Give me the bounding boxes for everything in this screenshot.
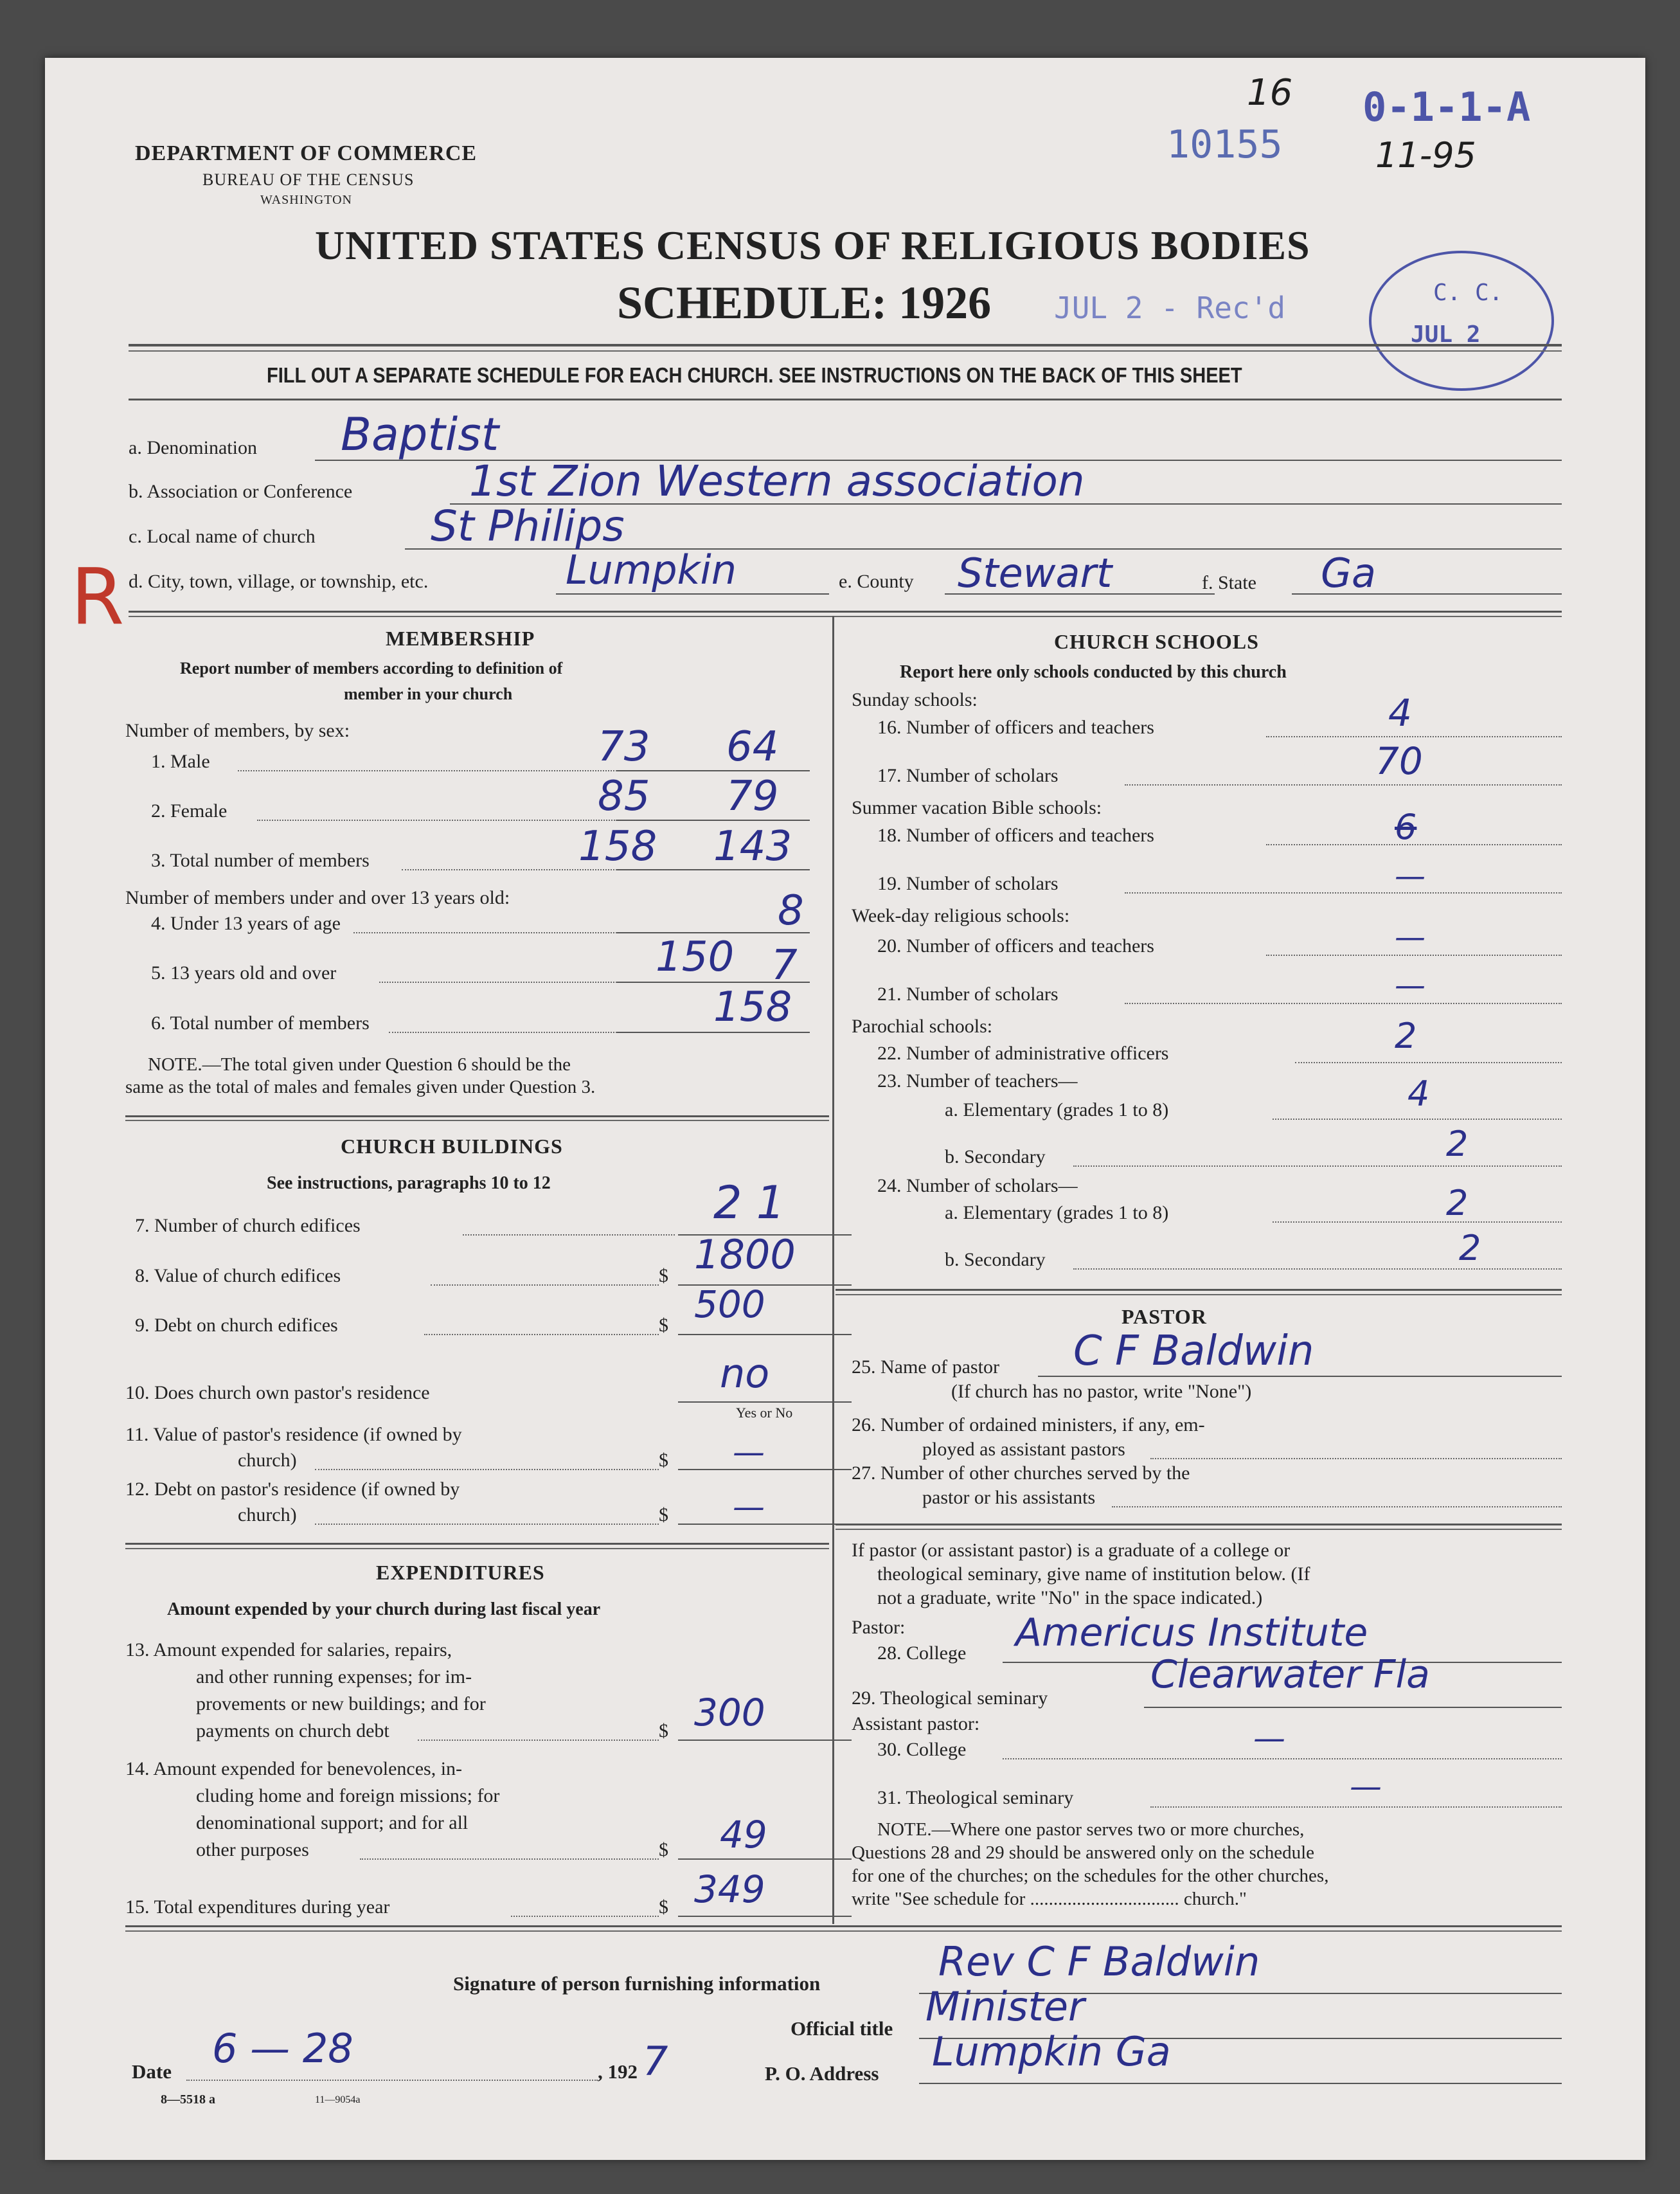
q12-label-2: church): [238, 1504, 297, 1525]
q2-label: 2. Female: [151, 800, 228, 822]
q16-label: 16. Number of officers and teachers: [877, 717, 1154, 738]
q15-total-expenditures[interactable]: 349: [694, 1867, 765, 1911]
q22-label: 22. Number of administrative officers: [877, 1043, 1169, 1064]
q18-label: 18. Number of officers and teachers: [877, 825, 1154, 846]
q20-label: 20. Number of officers and teachers: [877, 935, 1154, 957]
q3-label: 3. Total number of members: [151, 850, 370, 871]
pastor-note-2: Questions 28 and 29 should be answered only on the schedule: [852, 1842, 1315, 1863]
q27-label-2: pastor or his assistants: [922, 1487, 1096, 1508]
city-field[interactable]: Lumpkin: [566, 546, 737, 593]
q2-female-count-corrected[interactable]: 79: [726, 773, 779, 820]
reference-number: 11-95: [1375, 135, 1476, 175]
summer-schools-label: Summer vacation Bible schools:: [852, 797, 1102, 818]
q23b-label: b. Secondary: [945, 1146, 1046, 1167]
sunday-schools-label: Sunday schools:: [852, 689, 978, 710]
q5-13-and-over[interactable]: 150: [656, 933, 735, 981]
cc-stamp-date: JUL 2: [1411, 321, 1481, 348]
expenditures-heading: EXPENDITURES: [376, 1561, 545, 1584]
schools-heading: CHURCH SCHOOLS: [1054, 630, 1259, 653]
membership-note-2: same as the total of males and females given under Question 3.: [125, 1077, 596, 1097]
q29-pastor-seminary[interactable]: Clearwater Fla: [1150, 1652, 1430, 1697]
membership-heading: MEMBERSHIP: [386, 627, 535, 650]
q14-label-4: other purposes: [196, 1839, 309, 1860]
membership-note-1: NOTE.—The total given under Question 6 should be the: [148, 1054, 571, 1075]
po-address-field[interactable]: Lumpkin Ga: [932, 2028, 1171, 2075]
pastor-heading: PASTOR: [1121, 1305, 1207, 1328]
separate-schedule-instruction: FILL OUT A SEPARATE SCHEDULE FOR EACH CHURCH. SEE INSTRUCTIONS ON THE BACK OF THIS SHEET: [267, 363, 1242, 387]
q24-label: 24. Number of scholars—: [877, 1175, 1078, 1196]
q9-dollar: $: [659, 1315, 668, 1336]
age-groups-label: Number of members under and over 13 years old:: [125, 887, 510, 908]
q13-label-1: 13. Amount expended for salaries, repairs,: [125, 1639, 452, 1660]
q5-label: 5. 13 years old and over: [151, 962, 337, 984]
q28-label: 28. College: [877, 1642, 967, 1664]
q13-running-expenses[interactable]: 300: [694, 1691, 765, 1734]
q12-residence-debt[interactable]: —: [733, 1488, 765, 1525]
q24a-label: a. Elementary (grades 1 to 8): [945, 1202, 1169, 1223]
q26-label-1: 26. Number of ordained ministers, if any, em-: [852, 1414, 1205, 1435]
q19-summer-scholars[interactable]: —: [1395, 858, 1425, 894]
q22-admin-officers[interactable]: 2: [1395, 1016, 1417, 1056]
state-label: f. State: [1202, 572, 1256, 593]
q14-label-3: denominational support; and for all: [196, 1812, 469, 1833]
cc-received-stamp: [1369, 251, 1554, 391]
q30-asst-college[interactable]: —: [1253, 1720, 1285, 1757]
state-field[interactable]: Ga: [1321, 550, 1377, 597]
association-field[interactable]: 1st Zion Western association: [469, 456, 1085, 506]
local-name-field[interactable]: St Philips: [431, 501, 625, 551]
buildings-subheading: See instructions, paragraphs 10 to 12: [267, 1173, 551, 1193]
official-title-label: Official title: [791, 2017, 893, 2040]
q12-label-1: 12. Debt on pastor's residence (if owned by: [125, 1479, 460, 1500]
q4-label: 4. Under 13 years of age: [151, 913, 341, 934]
q23-label: 23. Number of teachers—: [877, 1070, 1078, 1092]
margin-mark: R: [71, 553, 125, 642]
received-date-stamp: JUL 2 - Rec'd: [1054, 291, 1286, 325]
po-address-label: P. O. Address: [765, 2062, 879, 2085]
q12-dollar: $: [659, 1504, 668, 1525]
bureau-name: BUREAU OF THE CENSUS: [202, 170, 415, 189]
q9-label: 9. Debt on church edifices: [135, 1315, 338, 1336]
parochial-schools-label: Parochial schools:: [852, 1016, 993, 1037]
q23a-label: a. Elementary (grades 1 to 8): [945, 1099, 1169, 1120]
q24b-label: b. Secondary: [945, 1249, 1046, 1270]
q19-label: 19. Number of scholars: [877, 873, 1059, 894]
q16-sunday-teachers[interactable]: 4: [1388, 691, 1412, 735]
q21-label: 21. Number of scholars: [877, 984, 1059, 1005]
q11-dollar: $: [659, 1450, 668, 1471]
expenditures-subheading: Amount expended by your church during last fiscal year: [167, 1599, 601, 1619]
q7-label: 7. Number of church edifices: [135, 1215, 361, 1236]
schedule-title: SCHEDULE: 1926: [617, 277, 992, 328]
q18-summer-teachers[interactable]: 6: [1395, 807, 1417, 847]
graduate-instructions-3: not a graduate, write "No" in the space indicated.): [877, 1587, 1263, 1608]
date-label: Date: [132, 2060, 172, 2083]
q13-label-4: payments on church debt: [196, 1720, 389, 1741]
local-name-label: c. Local name of church: [129, 526, 316, 547]
cc-stamp-label: C. C.: [1433, 280, 1503, 306]
q24a-elementary-scholars[interactable]: 2: [1446, 1183, 1469, 1223]
q8-label: 8. Value of church edifices: [135, 1265, 341, 1286]
stamp-number: 10155: [1166, 122, 1283, 167]
buildings-heading: CHURCH BUILDINGS: [341, 1135, 563, 1158]
page-title: UNITED STATES CENSUS OF RELIGIOUS BODIES: [315, 222, 1310, 268]
yes-no-hint: Yes or No: [736, 1405, 793, 1421]
q8-dollar: $: [659, 1265, 668, 1286]
graduate-instructions-2: theological seminary, give name of institution below. (If: [877, 1563, 1310, 1585]
pastor-note-4: write "See schedule for ................................ church.": [852, 1889, 1247, 1909]
q17-sunday-scholars[interactable]: 70: [1375, 739, 1423, 783]
signature-field[interactable]: Rev C F Baldwin: [938, 1938, 1260, 1985]
membership-subheading-2: member in your church: [344, 685, 513, 703]
q15-label: 15. Total expenditures during year: [125, 1896, 390, 1918]
denomination-label: a. Denomination: [129, 437, 257, 458]
pastor-note-3: for one of the churches; on the schedules for the other churches,: [852, 1866, 1329, 1886]
q5-corrected[interactable]: 7: [771, 942, 798, 989]
q3-total-members[interactable]: 158: [578, 823, 657, 870]
q14-label-2: cluding home and foreign missions; for: [196, 1785, 500, 1806]
q30-label: 30. College: [877, 1739, 967, 1760]
q28-pastor-college[interactable]: Americus Institute: [1015, 1610, 1368, 1655]
q11-label-1: 11. Value of pastor's residence (if owned by: [125, 1424, 462, 1445]
census-schedule-page: [45, 58, 1645, 2160]
city-label: d. City, town, village, or township, etc.: [129, 571, 429, 592]
schools-subheading: Report here only schools conducted by this church: [900, 662, 1287, 682]
q6-total-members[interactable]: 158: [713, 984, 792, 1031]
q10-label: 10. Does church own pastor's residence: [125, 1382, 430, 1403]
q25-pastor-name[interactable]: C F Baldwin: [1073, 1327, 1314, 1375]
q25-label: 25. Name of pastor: [852, 1356, 999, 1378]
q13-label-3: provements or new buildings; and for: [196, 1693, 486, 1714]
weekday-schools-label: Week-day religious schools:: [852, 905, 1070, 926]
q11-residence-value[interactable]: —: [733, 1434, 765, 1471]
q11-label-2: church): [238, 1450, 297, 1471]
year-prefix: , 192: [598, 2060, 638, 2083]
q2-female-count[interactable]: 85: [598, 773, 650, 820]
department-name: DEPARTMENT OF COMMERCE: [135, 141, 478, 165]
q25-note: (If church has no pastor, write "None"): [951, 1381, 1252, 1402]
q23a-elementary-teachers[interactable]: 4: [1407, 1074, 1430, 1114]
graduate-instructions-1: If pastor (or assistant pastor) is a graduate of a college or: [852, 1540, 1291, 1561]
q3-total-members-corrected[interactable]: 143: [713, 823, 792, 870]
official-title-field[interactable]: Minister: [925, 1983, 1085, 2030]
q10-owns-residence[interactable]: no: [720, 1350, 770, 1397]
association-label: b. Association or Conference: [129, 481, 353, 502]
year-field[interactable]: 7: [643, 2038, 668, 2085]
q29-label: 29. Theological seminary: [852, 1687, 1048, 1709]
q14-benevolences[interactable]: 49: [720, 1813, 767, 1857]
q13-label-2: and other running expenses; for im-: [196, 1666, 472, 1687]
top-number: 16: [1247, 72, 1293, 114]
q27-label-1: 27. Number of other churches served by the: [852, 1462, 1190, 1484]
washington-label: WASHINGTON: [260, 193, 352, 207]
signature-label: Signature of person furnishing information: [453, 1972, 821, 1995]
q14-dollar: $: [659, 1839, 668, 1860]
q1-label: 1. Male: [151, 751, 210, 772]
q6-label: 6. Total number of members: [151, 1012, 370, 1034]
q31-label: 31. Theological seminary: [877, 1787, 1074, 1808]
q4-under-13[interactable]: 8: [778, 887, 804, 935]
q9-edifices-debt[interactable]: 500: [694, 1282, 765, 1326]
pastor-subheading: Pastor:: [852, 1617, 906, 1638]
membership-subheading-1: Report number of members according to definition of: [180, 659, 563, 678]
q31-asst-seminary[interactable]: —: [1350, 1768, 1382, 1805]
pastor-note-1: NOTE.—Where one pastor serves two or more churches,: [877, 1819, 1305, 1840]
assistant-pastor-subheading: Assistant pastor:: [852, 1713, 980, 1734]
q1-male-count-corrected[interactable]: 64: [726, 723, 779, 771]
q1-male-count[interactable]: 73: [598, 723, 650, 771]
members-by-sex-label: Number of members, by sex:: [125, 720, 350, 741]
print-number: 11—9054a: [315, 2094, 361, 2105]
q15-dollar: $: [659, 1896, 668, 1918]
q26-label-2: ployed as assistant pastors: [922, 1439, 1125, 1460]
form-code-stamp: 0-1-1-A: [1363, 84, 1531, 130]
date-field[interactable]: 6 — 28: [212, 2025, 353, 2072]
form-number: 8—5518 a: [161, 2092, 215, 2107]
denomination-field[interactable]: Baptist: [341, 408, 499, 461]
county-label: e. County: [839, 571, 914, 592]
q23b-secondary-teachers[interactable]: 2: [1446, 1124, 1469, 1164]
county-field[interactable]: Stewart: [958, 550, 1113, 597]
q24b-secondary-scholars[interactable]: 2: [1459, 1228, 1481, 1268]
q21-weekday-scholars[interactable]: —: [1395, 967, 1425, 1003]
q20-weekday-teachers[interactable]: —: [1395, 919, 1425, 955]
q8-edifices-value[interactable]: 1800: [694, 1231, 796, 1278]
q17-label: 17. Number of scholars: [877, 765, 1059, 786]
q13-dollar: $: [659, 1720, 668, 1741]
q14-label-1: 14. Amount expended for benevolences, in-: [125, 1758, 463, 1779]
q7-edifices-count[interactable]: 2 1: [713, 1176, 785, 1229]
